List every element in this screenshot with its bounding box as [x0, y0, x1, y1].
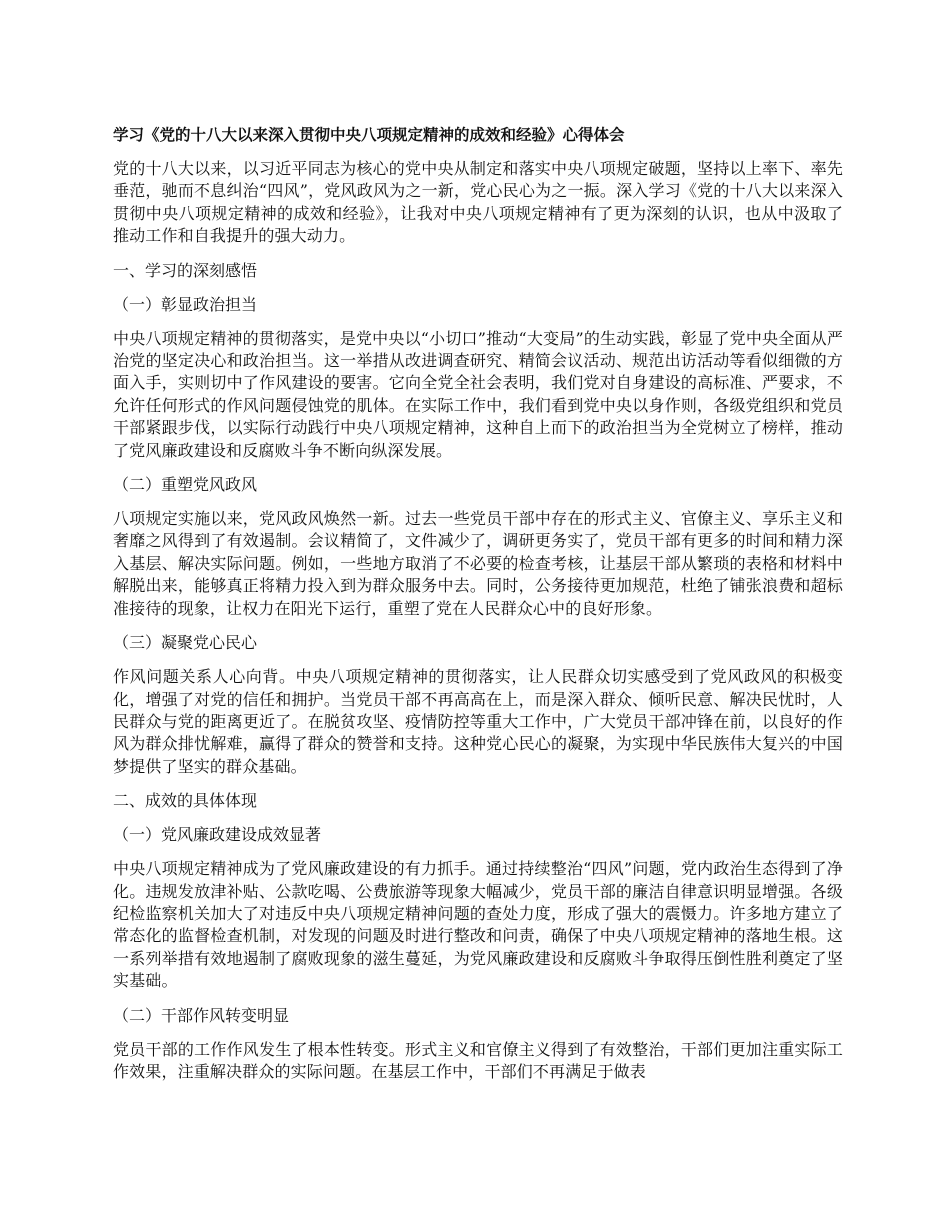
section-1-sub-2-heading: （二）重塑党风政风	[113, 475, 258, 495]
section-1-sub-1-heading: （一）彰显政治担当	[113, 294, 258, 314]
intro-paragraph: 党的十八大以来，以习近平同志为核心的党中央从制定和落实中央八项规定破题，坚持以上率下、率先垂范，驰而不息纠治“四风”，党风政风为之一新，党心民心为之一振。深入学习《党的十八大以来深入贯彻中央八项规定精神的成效和经验》，让我对中央八项规定精神有了更为深刻的认识，也从中汲取了推动工作和自我提升的强大动力。	[113, 159, 843, 246]
section-1-sub-1-paragraph: 中央八项规定精神的贯彻落实，是党中央以“小切口”推动“大变局”的生动实践，彰显了党中央全面从严治党的坚定决心和政治担当。这一举措从改进调查研究、精简会议活动、规范出访活动等看似细微的方面入手，实则切中了作风建设的要害。它向全党全社会表明，我们党对自身建设的高标准、严要求，不允许任何形式的作风问题侵蚀党的肌体。在实际工作中，我们看到党中央以身作则，各级党组织和党员干部紧跟步伐，以实际行动践行中央八项规定精神，这种自上而下的政治担当为全党树立了榜样，推动了党风廉政建设和反腐败斗争不断向纵深发展。	[113, 328, 843, 460]
section-1-sub-3-paragraph: 作风问题关系人心向背。中央八项规定精神的贯彻落实，让人民群众切实感受到了党风政风的积极变化，增强了对党的信任和拥护。当党员干部不再高高在上，而是深入群众、倾听民意、解决民忧时，人民群众与党的距离更近了。在脱贫攻坚、疫情防控等重大工作中，广大党员干部冲锋在前，以良好的作风为群众排忧解难，赢得了群众的赞誉和支持。这种党心民心的凝聚，为实现中华民族伟大复兴的中国梦提供了坚实的群众基础。	[113, 667, 843, 776]
document-title: 学习《党的十八大以来深入贯彻中央八项规定精神的成效和经验》心得体会	[113, 126, 625, 144]
section-2-sub-1-paragraph: 中央八项规定精神成为了党风廉政建设的有力抓手。通过持续整治“四风”问题，党内政治生态得到了净化。违规发放津补贴、公款吃喝、公费旅游等现象大幅减少，党员干部的廉洁自律意识明显增强。各级纪检监察机关加大了对违反中央八项规定精神问题的查处力度，形成了强大的震慑力。许多地方建立了常态化的监督检查机制，对发现的问题及时进行整改和问责，确保了中央八项规定精神的落地生根。这一系列举措有效地遏制了腐败现象的滋生蔓延，为党风廉政建设和反腐败斗争取得压倒性胜利奠定了坚实基础。	[113, 859, 843, 991]
document-page	[113, 124, 843, 1095]
section-1-sub-2-paragraph: 八项规定实施以来，党风政风焕然一新。过去一些党员干部中存在的形式主义、官僚主义、享乐主义和奢靡之风得到了有效遏制。会议精简了，文件减少了，调研更务实了，党员干部有更多的时间和精力深入基层、解决实际问题。例如，一些地方取消了不必要的检查考核，让基层干部从繁琐的表格和材料中解脱出来，能够真正将精力投入到为群众服务中去。同时，公务接待更加规范，杜绝了铺张浪费和超标准接待的现象，让权力在阳光下运行，重塑了党在人民群众心中的良好形象。	[113, 509, 843, 618]
section-2-sub-1-heading: （一）党风廉政建设成效显著	[113, 825, 322, 845]
section-2-sub-2-heading: （二）干部作风转变明显	[113, 1005, 290, 1025]
section-1-heading: 一、学习的深刻感悟	[113, 260, 258, 280]
section-2-sub-2-paragraph: 党员干部的工作作风发生了根本性转变。形式主义和官僚主义得到了有效整治，干部们更加注重实际工作效果，注重解决群众的实际问题。在基层工作中，干部们不再满足于做表	[113, 1039, 843, 1081]
section-1-sub-3-heading: （三）凝聚党心民心	[113, 633, 258, 653]
section-2-heading: 二、成效的具体体现	[113, 791, 258, 811]
